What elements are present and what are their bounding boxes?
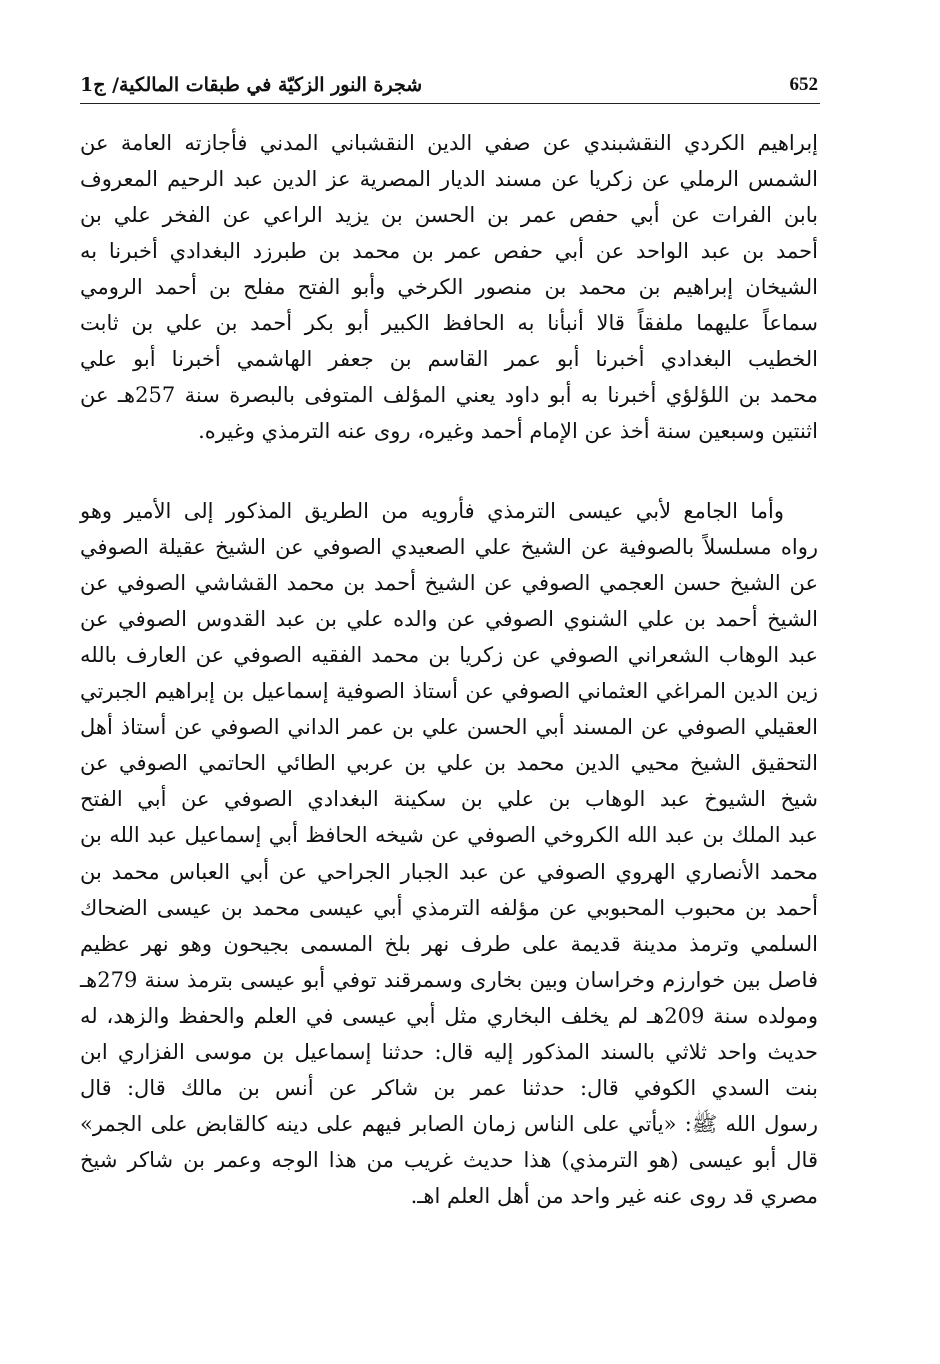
text-line: بنت السدي الكوفي قال: حدثنا عمر بن شاكر عن أنس بن مالك قال: قال bbox=[80, 1075, 818, 1100]
text-line: عبد الوهاب الشعراني الصوفي عن زكريا بن محمد الفقيه الصوفي عن العارف بالله bbox=[80, 643, 818, 668]
page-number: 652 bbox=[789, 74, 818, 95]
text-line: عن الشيخ حسن العجمي الصوفي عن الشيخ أحمد بن محمد القشاشي الصوفي عن bbox=[80, 571, 818, 596]
header-rule bbox=[80, 103, 820, 104]
text-line: شيخ الشيوخ عبد الوهاب بن علي بن سكينة البغدادي الصوفي عن أبي الفتح bbox=[80, 787, 818, 812]
text-line: الشيخ أحمد بن علي الشنوي الصوفي عن والده علي بن عبد القدوس الصوفي عن bbox=[80, 607, 818, 632]
text-line: محمد الأنصاري الهروي الصوفي عن عبد الجبار الجراحي عن أبي العباس محمد بن bbox=[80, 859, 818, 884]
text-line: السلمي وترمذ مدينة قديمة على طرف نهر بلخ المسمى بجيحون وهو نهر عظيم bbox=[80, 931, 818, 956]
text-line: زين الدين المراغي العثماني الصوفي عن أستاذ الصوفية إسماعيل بن إبراهيم الجبرتي bbox=[80, 679, 818, 704]
text-line: فاصل بين خوارزم وخراسان وبين بخارى وسمرقند توفي أبو عيسى بترمذ سنة 279هـ bbox=[80, 967, 818, 992]
text-line: قال أبو عيسى (هو الترمذي) هذا حديث غريب من هذا الوجه وعمر بن شاكر شيخ bbox=[80, 1147, 818, 1172]
text-line: رسول الله ﷺ: «يأتي على الناس زمان الصابر فيهم على دينه كالقابض على الجمر» bbox=[80, 1111, 818, 1136]
text-line: اثنتين وسبعين سنة أخذ عن الإمام أحمد وغيره، روى عنه الترمذي وغيره. bbox=[198, 419, 818, 444]
text-line: التحقيق الشيخ محيي الدين محمد بن علي بن عربي الطائي الحاتمي الصوفي عن bbox=[80, 751, 818, 776]
text-line: حديث واحد ثلاثي بالسند المذكور إليه قال: حدثنا إسماعيل بن موسى الفزاري ابن bbox=[80, 1039, 818, 1064]
text-line: الشمس الرملي عن زكريا عن مسند الديار المصرية عز الدين عبد الرحيم المعروف bbox=[80, 167, 818, 192]
text-line: عبد الملك بن عبد الله الكروخي الصوفي عن شيخه الحافظ أبي إسماعيل عبد الله بن bbox=[80, 823, 818, 848]
running-header bbox=[80, 72, 818, 102]
running-title: شجرة النور الزكيّة في طبقات المالكية/ ج1 bbox=[80, 74, 423, 96]
text-line: وأما الجامع لأبي عيسى الترمذي فأرويه من الطريق المذكور إلى الأمير وهو bbox=[80, 499, 784, 523]
text-line: الخطيب البغدادي أخبرنا أبو عمر القاسم بن جعفر الهاشمي أخبرنا أبو علي bbox=[80, 347, 818, 372]
text-line: مصري قد روى عنه غير واحد من أهل العلم اهـ. bbox=[410, 1183, 818, 1208]
text-line: ومولده سنة 209هـ لم يخلف البخاري مثل أبي عيسى في العلم والحفظ والزهد، له bbox=[80, 1003, 818, 1028]
text-line: إبراهيم الكردي النقشبندي عن صفي الدين النقشباني المدني فأجازته العامة عن bbox=[80, 131, 818, 155]
text-line: أحمد بن عبد الواحد عن أبي حفص عمر بن محمد بن طبرزد البغدادي أخبرنا به bbox=[80, 239, 818, 264]
text-line: العقيلي الصوفي عن المسند أبي الحسن علي بن عمر الداني الصوفي عن أستاذ أهل bbox=[80, 715, 818, 740]
text-line: بابن الفرات عن أبي حفص عمر بن الحسن بن يزيد الراعي عن الفخر علي بن bbox=[80, 203, 818, 228]
text-line: سماعاً عليهما ملفقاً قالا أنبأنا به الحافظ الكبير أبو بكر أحمد بن علي بن ثابت bbox=[80, 311, 818, 336]
text-line: أحمد بن محبوب المحبوبي عن مؤلفه الترمذي أبي عيسى محمد بن عيسى الضحاك bbox=[80, 895, 818, 920]
text-line: رواه مسلسلاً بالصوفية عن الشيخ علي الصعيدي الصوفي عن الشيخ عقيلة الصوفي bbox=[80, 535, 818, 560]
text-line: الشيخان إبراهيم بن محمد بن منصور الكرخي وأبو الفتح مفلح بن أحمد الرومي bbox=[80, 275, 818, 300]
text-line: محمد بن اللؤلؤي أخبرنا به أبو داود يعني المؤلف المتوفى بالبصرة سنة 257هـ عن bbox=[80, 383, 818, 408]
